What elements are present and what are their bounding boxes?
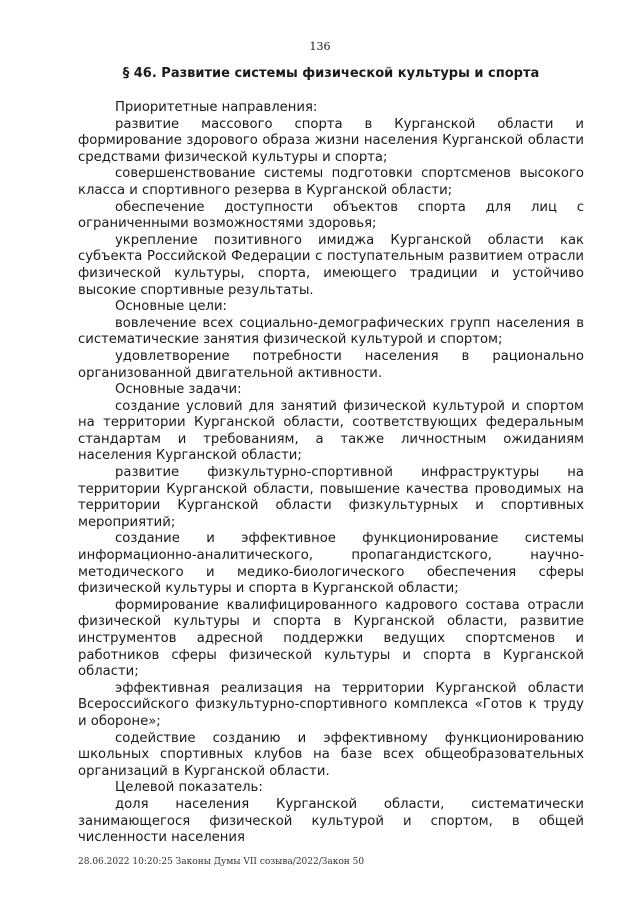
paragraph-item: доля населения Курганской области, систематически занимающегося физической культурой и спортом, в общей численности населения [78,796,584,846]
paragraph-item: развитие массового спорта в Курганской области и формирование здорового образа жизни населения Курганской области средствами физической культуры и спорта; [78,116,584,165]
paragraph-item: эффективная реализация на территории Курганской области Всероссийского физкультурно-спортивного комплекса «Готов к труду и обороне»; [78,680,584,729]
paragraph-item: удовлетворение потребности населения в рационально организованной двигательной активности. [78,348,584,381]
paragraph-item: содействие созданию и эффективному функционированию школьных спортивных клубов на базе всех общеобразовательных организаций в Курганской области. [78,730,584,779]
paragraph-item: обеспечение доступности объектов спорта для лиц с ограниченными возможностями здоровья; [78,199,584,232]
paragraph-item: совершенствование системы подготовки спортсменов высокого класса и спортивного резерва в Курганской области; [78,166,584,198]
paragraph-goals-heading: Основные цели: [115,299,227,315]
paragraph-item: формирование квалифицированного кадрового состава отрасли физической культуры и спорта в Курганской области, развитие инструментов адресной поддержки ведущих спортсменов и работников сферы физической культуры и спорта в Курганской области; [78,597,584,680]
paragraph-item: укрепление позитивного имиджа Курганской области как субъекта Российской Федерации с поступательным развитием отрасли физической культуры, спорта, имеющего традиции и устойчиво высокие спортивные результаты. [78,232,584,298]
paragraph-item: вовлечение всех социально-демографических групп населения в систематические занятия физической культурой и спортом; [78,315,584,348]
paragraph-item: создание и эффективное функционирование системы информационно-аналитического, пропагандистского, научно-методического и медико-биологического обеспечения сферы физической культуры и спорта в Курганской области; [78,531,584,597]
page-number: 136 [309,40,331,53]
paragraph-item: развитие физкультурно-спортивной инфраструктуры на территории Курганской области, повышение качества проводимых на территории Курганской области физкультурных и спортивных мероприятий; [78,465,584,530]
section-title: § 46. Развитие системы физической культуры и спорта [122,66,540,81]
paragraph-tasks-heading: Основные задачи: [115,382,242,398]
paragraph-indicator-heading: Целевой показатель: [115,780,263,796]
paragraph-priorities-heading: Приоритетные направления: [115,100,318,115]
document-body [78,100,584,847]
paragraph-item: создание условий для занятий физической культурой и спортом на территории Курганской области, соответствующих федеральным стандартам и требованиям, а также личностным ожиданиям населения Курганской области; [78,398,584,464]
footer-stamp: 28.06.2022 10:20:25 Законы Думы VII созыва/2022/Закон 50 [78,857,365,867]
